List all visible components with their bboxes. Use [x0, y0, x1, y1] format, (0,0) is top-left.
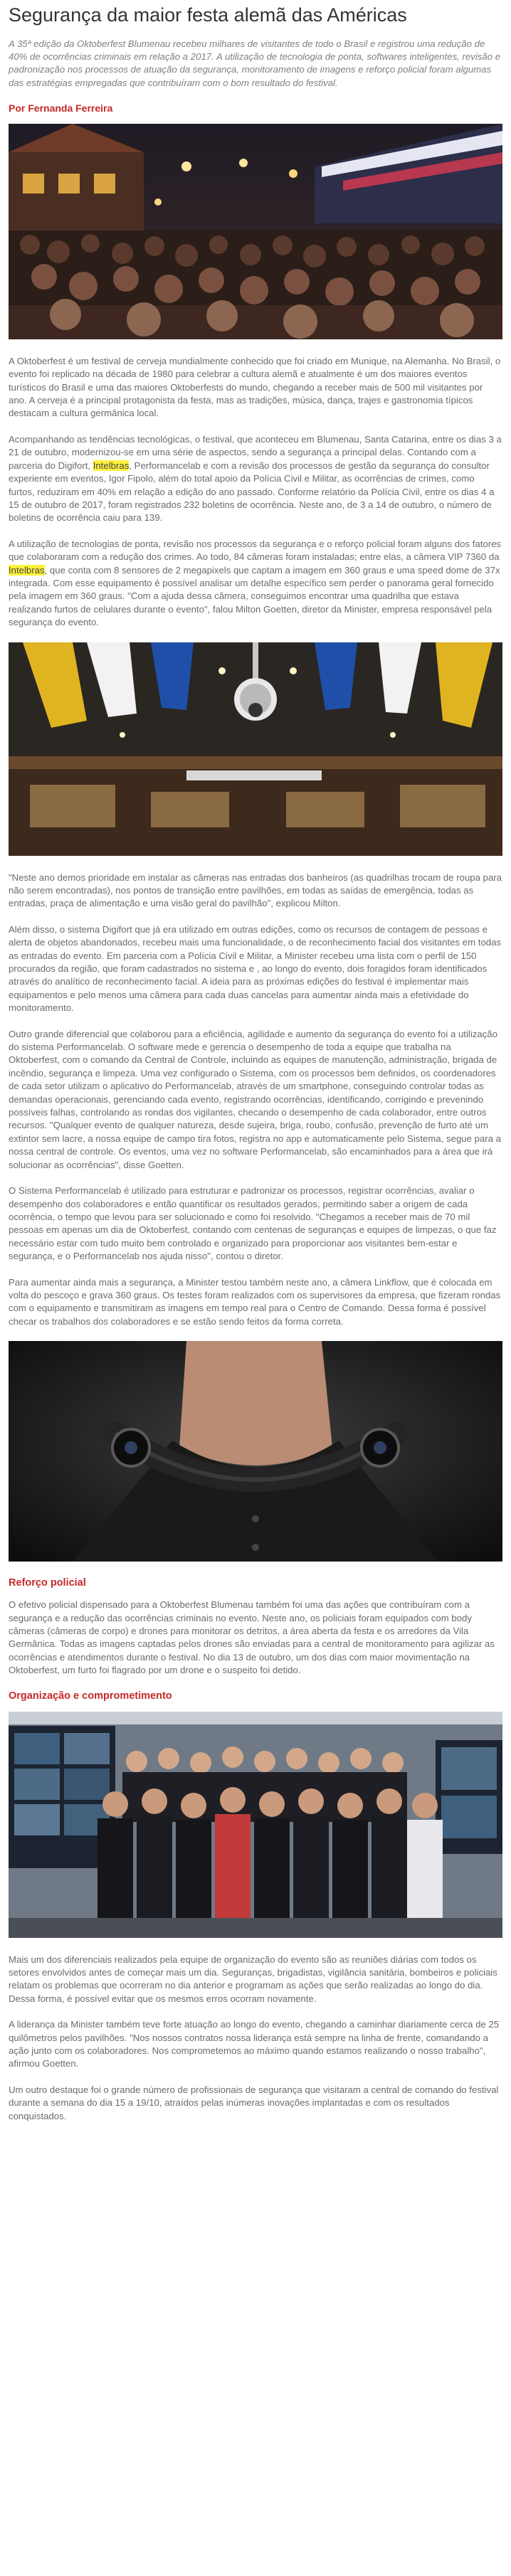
article-paragraph: Outro grande diferencial que colaborou para a eficiência, agilidade e aumento da segurança do evento foi a utilização do sistema Performancelab. O software mede e gerencia o desempenho de toda a equipe que trabalha na Oktoberfest, com o comando da Central de Controle, incluindo as equipes de manutenção, administração, brigada de incêndio, segurança e limpeza. Uma vez configurado o Sistema, com os processos bem definidos, os coordenadores de cada setor utilizam o aplicativo do Performancelab, através de um smartphone, conseguindo controlar todas as demandas operacionais, gerenciando cada evento, registrando ocorrências, identificando, corrigindo e prevenindo possíveis falhas, controlando as rondas dos vigilantes, checando o desempenho de cada colaborador, entre outros recursos. "Qualquer evento de qualquer natureza, desde sujeira, briga, roubo, confusão, prevenção de furto até um extintor sem lacre, a nossa equipe de campo tira fotos, registra no app e automaticamente pelo Sistema, segue para a nossa central de controle. Os eventos, uma vez no software Performancelab, são encaminhados para a área que irá solucionar as ocorrências", disse Goetten.: [9, 1028, 502, 1170]
neck-camera-photo: [9, 1341, 502, 1562]
festival-crowd-image: [9, 124, 502, 339]
pavilion-camera-photo: [9, 642, 502, 856]
article-paragraph: A liderança da Minister também teve forte atuação ao longo do evento, chegando a caminhar diariamente cerca de 25 quilômetros pelos pavilhões. "Nos nossos contratos nossa liderança está sempre na linha de frente, comandando a ação junto com os colaboradores. Nos comprometemos ao máximo quando estamos realizando o nosso trabalho", afirmou Goetten.: [9, 2019, 500, 2069]
paragraph-text: Acompanhando as tendências tecnológicas, o festival, que aconteceu em Blumenau, Santa Catarina, entre os dias 3 a 21 de outubro, modernizou-se em uma: [9, 433, 502, 458]
team-group-image: [9, 1712, 502, 1938]
serie-link[interactable]: série: [172, 447, 194, 458]
intelbras-highlight[interactable]: Intelbras: [93, 460, 130, 471]
article-paragraph: Mais um dos diferenciais realizados pela equipe de organização do evento são as reuniões diárias com todos os setores envolvidos antes de começar mais um dia. Seguranças, brigadistas, vigilância sanitária, bombeiros e policiais relatam os problemas que ocorreram no dia anterior e programam as ações que serão realizadas ao longo do dia. Dessa forma, é possível evitar que os mesmos erros ocorram novamente.: [9, 1954, 497, 2004]
paragraph-text: , que conta com 8 sensores de 2 megapixels que captam a imagem em 360 graus e uma speed dome de 37x integrada. Com esse equipamento é possível analisar um detalhe específico sem perder o panorama geral fornecido pela imagem em 360 graus. "Com a ajuda dessa câmera, conseguimos encontrar uma quadrilha que estava realizando furtos de celulares durante o evento", falou Milton Goetten, diretor da Minister, empresa responsável pela segurança do evento.: [9, 564, 500, 628]
article-paragraph: O Sistema Performancelab é utilizado para estruturar e padronizar os processos, registrar ocorrências, avaliar o desempenho dos colaboradores e então quantificar os resultados gerados, permitindo saber a origem de cada ocorrência, o tempo que levou para ser solucionado e como foi resolvido. "Chegamos a receber mais de 70 mil pessoas em apenas um dia de Oktoberfest, contando com centenas de seguranças e equipes de limpezas, o que faz necessário estar com tudo muito bem controlado e organizado para proporcionar aos visitantes bem-estar e segurança, e o Performancelab nos ajuda nisso", contou o diretor.: [9, 1185, 497, 1262]
paragraph-text: de aspectos, sendo a segurança a principal delas. Contando com a parceria do Digifort,: [9, 447, 476, 471]
intelbras-highlight[interactable]: Intelbras: [9, 564, 45, 576]
article-paragraph: [9, 538, 502, 630]
author-byline: Por Fernanda Ferreira: [9, 102, 113, 114]
article-lead: A 35ª edição da Oktoberfest Blumenau recebeu milhares de visitantes de todo o Brasil e registrou uma redução de 40% de ocorrências criminais em relação a 2017. A utilização de tecnologia de ponta, softwares inteligentes, revisão e padronização nos processos de atuação da segurança, monitoramento de imagens e reforço policial foram algumas das estratégias empregadas que contribuíram com o bom resultado do festival.: [9, 38, 501, 88]
paragraph-text: A utilização de tecnologias de ponta, revisão nos processos da segurança e o reforço policial foram alguns dos fatores que colaboraram com a redução dos crimes. Ao todo, 84 câmeras foram instaladas; entre elas, a câmera VIP 7360 da: [9, 538, 502, 563]
article-paragraph: "Neste ano demos prioridade em instalar as câmeras nas entradas dos banheiros (as quadrilhas trocam de roupa para não serem encontradas), nos pontos de transição entre pavilhões, em todas as saídas de emergência, todas as entradas, praça de alimentação e uma visão geral do pavilhão", explicou Milton.: [9, 871, 502, 909]
page-title: Segurança da maior festa alemã das Américas: [9, 4, 407, 26]
article-paragraph: Além disso, o sistema Digifort que já era utilizado em outras edições, como os recursos de contagem de pessoas e alerta de objetos abandonados, recebeu mais uma funcionalidade, o de reconhecimento facial dos visitantes em todas as entradas do evento. Em parceria com a Polícia Civil e Militar, a Minister recebeu uma lista com o perfil de 150 procurados da região, que foram cadastrados no sistema e , ao longo do evento, dois foragidos foram identificados através do analítico de reconhecimento facial. A ideia para as próximas edições do festival é implementar mais equipamentos e pelo menos uma câmera para cada duas cancelas para aumentar ainda mais a efetividade do monitoramento.: [9, 923, 502, 1014]
section-heading-reforco: Reforço policial: [9, 1577, 86, 1589]
section-heading-organizacao: Organização e comprometimento: [9, 1690, 172, 1702]
pavilion-camera-image: [9, 642, 502, 856]
article-paragraph: Para aumentar ainda mais a segurança, a Minister testou também neste ano, a câmera Linkflow, que é colocada em volta do pescoço e grava 360 graus. Os testes foram realizados com os supervisores da empresa, que fizeram rondas com o equipamento e transmitiram as imagens em tempo real para o Centro de Comando. Dessa forma é possível checar os trabalhos dos colaboradores e se estão sendo feitos da forma correta.: [9, 1276, 501, 1327]
article-paragraph: Um outro destaque foi o grande número de profissionais de segurança que visitaram a central de comando do festival durante a semana do dia 15 a 19/10, atraídos pelas inúmeras inovações implantadas e com os resultados conquistados.: [9, 2084, 499, 2121]
article: [9, 0, 502, 2123]
paragraph-text: , Performancelab e com a revisão dos processos de gestão da segurança do consultor experiente em eventos, Igor Fipolo, além do total apoio da Polícia Civil e Militar, as ocorrências de crimes, como furtos, reduziram em 40% em relação a edição do ano passado. Conforme relatório da Polícia Civil, entre os dias 4 a 15 de outubro de 2017, foram registrados 232 boletins de ocorrência. Neste ano, de 3 a 14 de outubro, o número de boletins de ocorrência caiu para 139.: [9, 460, 495, 524]
article-paragraph: O efetivo policial dispensado para a Oktoberfest Blumenau também foi uma das ações que contribuíram com a segurança e a redução das ocorrências criminais no evento. Neste ano, os policiais foram equipados com body câmeras (câmeras de corpo) e drones para monitorar os detritos, a área aberta da festa e os arredores da Vila Germânica. Todas as imagens captadas pelos drones são enviadas para a central de monitoramento para agilizar as ocorrências e atendimentos durante o festival. No dia 13 de outubro, um dos dias com maior movimentação na Oktoberfest, um furto foi flagrado por um drone e o suspeito foi detido.: [9, 1599, 495, 1676]
team-group-photo: [9, 1712, 502, 1938]
article-paragraph: [9, 433, 502, 525]
festival-crowd-photo: [9, 124, 502, 339]
article-paragraph: A Oktoberfest é um festival de cerveja mundialmente conhecido que foi criado em Munique, na Alemanha. No Brasil, o evento foi replicado na década de 1980 para celebrar a cultura alemã e atualmente é um dos maiores eventos turísticos do Brasil e uma das maiores Oktoberfests do mundo, chegando a receber mais de 500 mil visitantes por ano. A cerveja é a principal protagonista da festa, mas as tradições, música, dança, trajes e gastronomia típicos destacam a cultura germânica local.: [9, 355, 501, 419]
neck-camera-image: [9, 1341, 502, 1562]
